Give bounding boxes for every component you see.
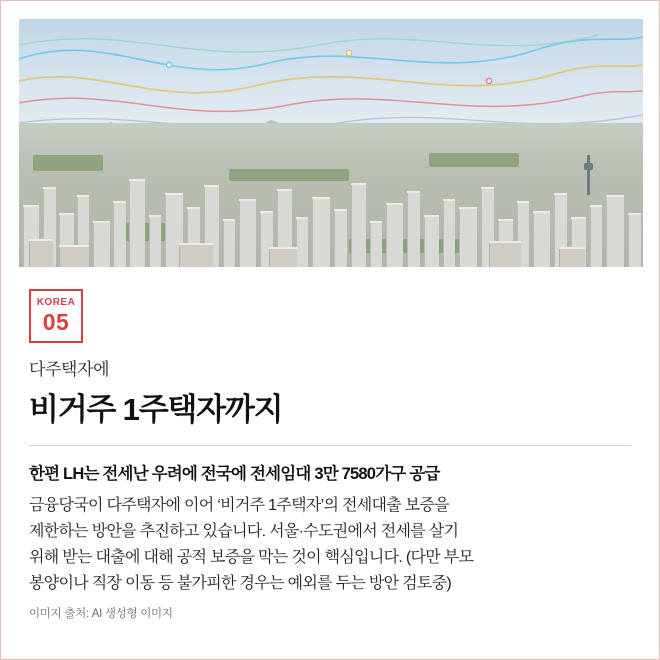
hero-image (19, 19, 643, 267)
seoul-tower-icon (587, 155, 590, 195)
body-line: 금융당국이 다주택자에 이어 ‘비거주 1주택자’의 전세대출 보증을 (29, 497, 450, 514)
divider (29, 445, 631, 446)
body-line: 위해 받는 대출에 대해 공적 보증을 막는 것이 핵심입니다. (다만 부모 (29, 548, 474, 566)
page-title: 비거주 1주택자까지 (29, 392, 283, 427)
badge-number: 05 (42, 309, 70, 335)
body-line: 제한하는 방안을 추진하고 있습니다. 서울·수도권에서 전세를 살기 (29, 522, 459, 540)
card-content (19, 267, 641, 621)
country-number-badge (29, 289, 83, 343)
body-text (29, 493, 631, 597)
lede-text: 한편 LH는 전세난 우려에 전국에 전세임대 3만 7580가구 공급 (29, 465, 440, 483)
badge-country-label: KOREA (36, 297, 76, 308)
body-line: 봉양이나 직장 이동 등 불가피한 경우는 예외를 두는 방안 검토중) (29, 574, 451, 592)
kicker-text: 다주택자에 (29, 360, 110, 379)
city-blocks (19, 123, 643, 267)
image-credit: 이미지 출처: AI 생성형 이미지 (29, 607, 173, 620)
